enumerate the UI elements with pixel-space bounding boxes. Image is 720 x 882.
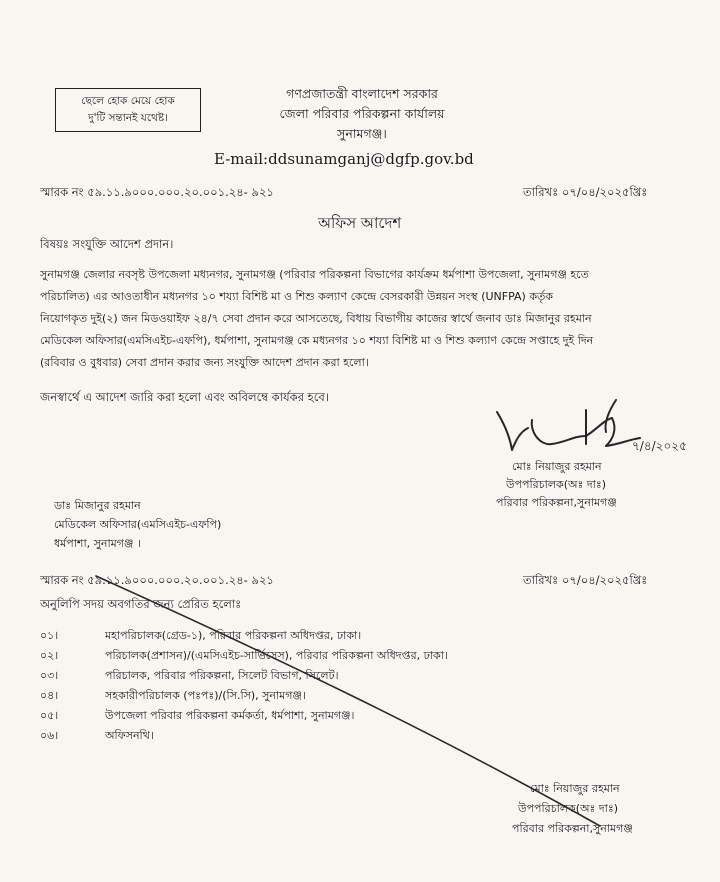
header-govt: গণপ্রজাতন্ত্রী বাংলাদেশ সরকার [286, 86, 438, 101]
body-line-4: মেডিকেল অফিসার(এমসিএইচ-এফপি), ধর্মপাশা, সুনামগঞ্জ কে মধ্যনগর ১০ শয্যা বিশিষ্ট মা ও শিশু কল্যাণ কেন্দ্রে সপ্তাহে দুই দিন [40, 334, 594, 347]
header-email: E-mail:ddsunamganj@dgfp.gov.bd [214, 150, 474, 168]
signer2-name: মোঃ নিয়াজুর রহমান [530, 782, 620, 795]
slogan-line-2: দু'টি সন্তানই যথেষ্ট। [88, 112, 168, 124]
recipient-place: ধর্মপাশা, সুনামগঞ্জ । [54, 537, 141, 550]
list-item-number: ০৫। [40, 709, 59, 722]
body-line-3: নিয়োগকৃত দুই(২) জন মিডওয়াইফ ২৪/৭ সেবা প্রদান করে আসতেছে, বিধায় বিভাগীয় কাজের স্বার্থে জনাব ডাঃ মিজানুর রহমান [40, 312, 592, 325]
list-item-text: পরিচালক(প্রশাসন)/(এমসিএইচ-সার্ভিসেস), পরিবার পরিকল্পনা অধিদপ্তর, ঢাকা। [105, 649, 448, 662]
public-interest-line: জনস্বার্থে এ আদেশ জারি করা হলো এবং অবিলম্বে কার্যকর হবে। [40, 390, 329, 404]
list-item-text: সহকারীপরিচালক (পঃপঃ)/(সি.সি), সুনামগঞ্জ। [105, 689, 306, 702]
copy-ref: স্মারক নং ৫৯.১১.৯০০০.০০০.২০.০০১.২৪- ৯২১ [40, 573, 274, 587]
list-item-number: ০২। [40, 649, 59, 662]
signer-office: পরিবার পরিকল্পনা,সুনামগঞ্জ [496, 496, 617, 509]
recipient-designation: মেডিকেল অফিসার(এমসিএইচ-এফপি) [54, 518, 222, 531]
body-line-2: পরিচালিত) এর আওতাধীন মধ্যনগর ১০ শয্যা বিশিষ্ট মা ও শিশু কল্যাণ কেন্দ্রে বেসরকারী উন্নয়ন সংস্থ (UNFPA) কর্তৃক [40, 290, 553, 303]
list-item-text: মহাপরিচালক(গ্রেড-১), পরিবার পরিকল্পনা অধিদপ্তর, ঢাকা। [105, 629, 362, 642]
signer-name: মোঃ নিয়াজুর রহমান [512, 460, 602, 473]
slogan-line-1: ছেলে হোক মেয়ে হোক [81, 95, 175, 107]
page-title: অফিস আদেশ [318, 214, 402, 232]
list-item-text: পরিচালক, পরিবার পরিকল্পনা, সিলেট বিভাগ, সিলেট। [105, 669, 339, 682]
signature-handwritten-date: ৭/৪/২০২৫ [632, 439, 687, 453]
copy-date: তারিখঃ ০৭/০৪/২০২৫খ্রিঃ [523, 573, 648, 587]
signer-designation: উপপরিচালক(অঃ দাঃ) [506, 478, 607, 491]
copy-intro: অনুলিপি সদয় অবগতির জন্য প্রেরিত হলোঃ [40, 597, 242, 611]
list-item-number: ০৪। [40, 689, 59, 702]
signer2-office: পরিবার পরিকল্পনা,সুনামগঞ্জ [512, 822, 633, 835]
subject-line: বিষয়ঃ সংযুক্তি আদেশ প্রদান। [40, 237, 174, 251]
body-line-5: (রবিবার ও বুধবার) সেবা প্রদান করার জন্য সংযুক্তি আদেশ প্রদান করা হলো। [40, 356, 369, 369]
header-district: সুনামগঞ্জ। [337, 126, 387, 141]
signer2-designation: উপপরিচালক(অঃ দাঃ) [518, 802, 619, 815]
body-line-1: সুনামগঞ্জ জেলার নবসৃষ্ট উপজেলা মধ্যনগর, সুনামগঞ্জ (পরিবার পরিকল্পনা বিভাগের কার্যক্রম ধর্মপাশা উপজেলা, সুনামগঞ্জ হতে [40, 268, 589, 281]
header-office: জেলা পরিবার পরিকল্পনা কার্যালয় [279, 106, 445, 121]
list-item-text: অফিসনথি। [105, 729, 154, 742]
memo-ref: স্মারক নং ৫৯.১১.৯০০০.০০০.২০.০০১.২৪- ৯২১ [40, 185, 274, 199]
memo-date: তারিখঃ ০৭/০৪/২০২৫খ্রিঃ [523, 185, 648, 199]
list-item-text: উপজেলা পরিবার পরিকল্পনা কর্মকর্তা, ধর্মপাশা, সুনামগঞ্জ। [105, 709, 355, 722]
list-item-number: ০৬। [40, 729, 59, 742]
list-item-number: ০৩। [40, 669, 59, 682]
list-item-number: ০১। [40, 629, 59, 642]
recipient-name: ডাঃ মিজানুর রহমান [54, 499, 141, 512]
